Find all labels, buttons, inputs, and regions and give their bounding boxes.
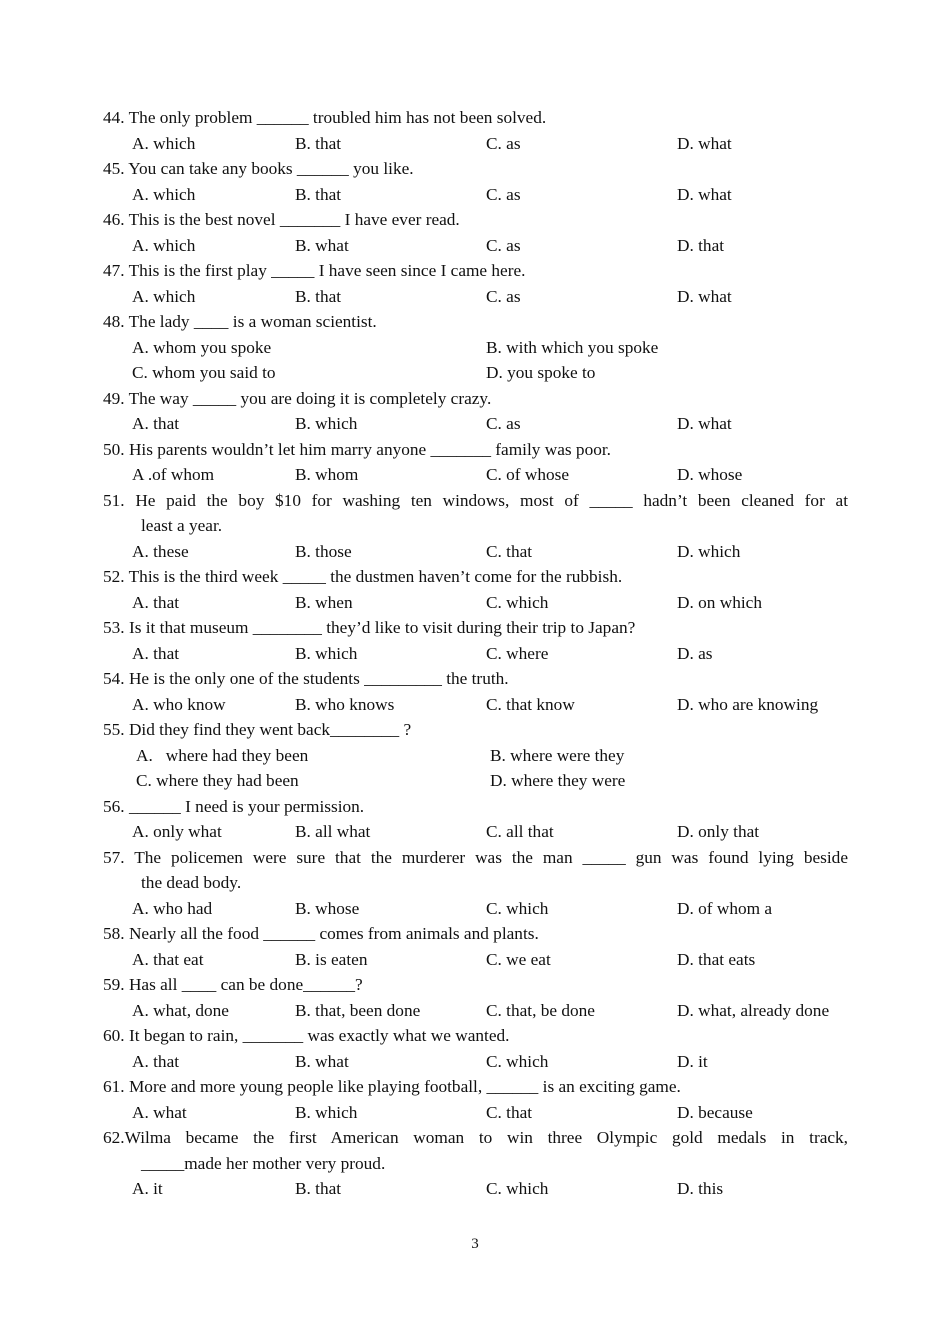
option-b: B. all what [295, 822, 371, 841]
option-b: B. whom [295, 465, 359, 484]
question-list [103, 105, 848, 1202]
question-text: He paid the boy $10 for washing ten windows, most of _____ hadn’t been cleaned for at [135, 490, 848, 510]
option-d: D. you spoke to [486, 363, 596, 382]
options [103, 284, 848, 310]
option-c: C. all that [486, 822, 554, 841]
question-stem-continued: the dead body. [141, 873, 242, 892]
question-number: 51. [103, 490, 125, 510]
option-b: B. which [295, 414, 358, 433]
question-stem [103, 156, 848, 182]
option-a: A. which [132, 235, 196, 255]
option-d: D. what [677, 286, 732, 306]
question-text: The way _____ you are doing it is completely crazy. [128, 388, 492, 408]
option-a: A. these [132, 541, 189, 561]
option-c: C. we eat [486, 949, 551, 969]
question-text: He is the only one of the students _________ the truth. [128, 669, 509, 688]
options [103, 335, 848, 386]
options [103, 1049, 848, 1075]
question-text: Has all ____ can be done______? [128, 975, 363, 994]
option-c: C. as [486, 133, 521, 153]
question-number: 48. [103, 312, 125, 331]
option-b: B. is eaten [295, 949, 368, 969]
option-a: A. that [132, 592, 180, 612]
question-61 [103, 1074, 848, 1125]
option-b: B. with which you spoke [486, 337, 659, 357]
option-c: C. which [486, 898, 549, 918]
option-b: B. when [295, 592, 353, 612]
option-c: C. whom you said to [132, 363, 276, 382]
option-b: B. which [295, 1102, 358, 1122]
options [103, 1100, 848, 1126]
option-b: B. which [295, 643, 358, 663]
question-number: 55. [103, 720, 125, 739]
option-d: D. which [677, 541, 741, 561]
options [103, 641, 848, 667]
question-stem-continued: least a year. [141, 516, 223, 535]
question-number: 47. [103, 261, 125, 280]
question-stem [103, 615, 848, 641]
question-59 [103, 972, 848, 1023]
question-45 [103, 156, 848, 207]
question-stem [103, 666, 848, 692]
option-b: B. whose [295, 898, 360, 918]
option-d: D. because [677, 1102, 753, 1122]
question-48 [103, 309, 848, 386]
option-b: B. where were they [490, 745, 625, 765]
option-d: D. of whom a [677, 898, 773, 918]
question-44 [103, 105, 848, 156]
question-56 [103, 794, 848, 845]
question-number: 45. [103, 159, 125, 178]
question-text: The only problem ______ troubled him has not been solved. [128, 108, 547, 127]
question-stem [103, 972, 848, 998]
option-a: A. who had [132, 898, 213, 918]
question-stem [103, 1074, 848, 1100]
question-text: ______ I need is your permission. [128, 796, 365, 816]
question-number: 61. [103, 1077, 125, 1096]
question-number: 59. [103, 975, 125, 994]
question-text: You can take any books ______ you like. [128, 159, 414, 178]
option-b: B. who knows [295, 694, 395, 714]
option-c: C. where [486, 643, 549, 663]
question-text: Nearly all the food ______ comes from animals and plants. [128, 924, 539, 943]
options [103, 233, 848, 259]
option-c: C. that, be done [486, 1000, 595, 1020]
option-a: A. that [132, 414, 180, 433]
option-d: D. that eats [677, 949, 756, 969]
question-stem [103, 309, 848, 335]
question-number: 54. [103, 669, 125, 688]
option-c: C. as [486, 286, 521, 306]
question-stem [103, 488, 848, 514]
option-a: A. who know [132, 694, 226, 714]
question-58 [103, 921, 848, 972]
option-c: C. as [486, 184, 521, 204]
question-text: His parents wouldn’t let him marry anyone _______ family was poor. [128, 439, 611, 459]
option-c: C. which [486, 592, 549, 612]
option-b: B. that, been done [295, 1000, 421, 1020]
question-60 [103, 1023, 848, 1074]
option-a: A. what, done [132, 1000, 229, 1020]
question-text: The lady ____ is a woman scientist. [128, 312, 377, 331]
question-text: It began to rain, _______ was exactly what we wanted. [128, 1026, 510, 1045]
question-text: The policemen were sure that the murderer was the man _____ gun was found lying beside [134, 847, 848, 867]
option-d: D. what [677, 184, 732, 204]
option-b: B. that [295, 184, 342, 204]
question-stem [103, 845, 848, 871]
option-d: D. as [677, 643, 713, 663]
question-62 [103, 1125, 848, 1202]
options [103, 411, 848, 437]
option-c: C. as [486, 235, 521, 255]
question-number: 44. [103, 108, 125, 127]
option-c: C. where they had been [136, 771, 299, 790]
option-a: A. that [132, 643, 180, 663]
options [103, 819, 848, 845]
question-number: 50. [103, 439, 125, 459]
options [103, 539, 848, 565]
question-52 [103, 564, 848, 615]
option-a: A. that eat [132, 949, 204, 969]
question-number: 49. [103, 388, 125, 408]
question-text: Is it that museum ________ they’d like to visit during their trip to Japan? [128, 618, 636, 637]
options [103, 590, 848, 616]
option-c: C. that know [486, 694, 575, 714]
question-stem [103, 794, 848, 820]
options [103, 743, 848, 794]
option-b: B. that [295, 286, 342, 306]
question-stem [103, 207, 848, 233]
question-text: More and more young people like playing football, ______ is an exciting game. [128, 1077, 681, 1096]
question-text: Did they find they went back________ ? [128, 720, 412, 739]
question-text: This is the first play _____ I have seen since I came here. [128, 261, 526, 280]
question-stem [103, 386, 848, 412]
option-c: C. that [486, 541, 533, 561]
question-53 [103, 615, 848, 666]
question-number: 52. [103, 567, 125, 586]
options [103, 131, 848, 157]
option-d: D. that [677, 235, 725, 255]
question-number: 53. [103, 618, 125, 637]
question-stem [103, 1125, 848, 1151]
options [103, 947, 848, 973]
options [103, 462, 848, 488]
question-stem-continued: _____made her mother very proud. [141, 1153, 386, 1173]
question-stem [103, 105, 848, 131]
option-a: A. it [132, 1179, 163, 1198]
option-c: C. which [486, 1179, 549, 1198]
option-b: B. that [295, 133, 342, 153]
option-c: C. as [486, 414, 521, 433]
question-number: 58. [103, 924, 125, 943]
question-number: 56. [103, 796, 125, 816]
options [103, 182, 848, 208]
option-d: D. who are knowing [677, 694, 819, 714]
question-46 [103, 207, 848, 258]
question-50 [103, 437, 848, 488]
option-c: C. of whose [486, 465, 570, 484]
options [103, 692, 848, 718]
question-stem [103, 921, 848, 947]
option-d: D. it [677, 1051, 708, 1071]
option-a: A. whom you spoke [132, 337, 272, 357]
option-d: D. whose [677, 465, 743, 484]
question-stem [103, 437, 848, 463]
question-54 [103, 666, 848, 717]
option-a: A. which [132, 133, 196, 153]
question-stem [103, 717, 848, 743]
question-number: 57. [103, 847, 125, 867]
question-49 [103, 386, 848, 437]
question-57 [103, 845, 848, 922]
option-a: A. that [132, 1051, 180, 1071]
option-d: D. on which [677, 592, 762, 612]
option-a: A. what [132, 1102, 187, 1122]
question-stem [103, 564, 848, 590]
option-b: B. those [295, 541, 352, 561]
question-text: This is the best novel _______ I have ever read. [128, 210, 460, 229]
option-d: D. this [677, 1179, 724, 1198]
question-number: 46. [103, 210, 125, 229]
option-d: D. what, already done [677, 1000, 830, 1020]
option-b: B. what [295, 1051, 349, 1071]
question-55 [103, 717, 848, 794]
question-51 [103, 488, 848, 565]
question-stem [103, 258, 848, 284]
option-c: C. which [486, 1051, 549, 1071]
option-b: B. what [295, 235, 349, 255]
page-number: 3 [471, 1236, 479, 1252]
question-stem [103, 1023, 848, 1049]
question-text: Wilma became the first American woman to win three Olympic gold medals in track, [124, 1128, 848, 1147]
option-d: D. only that [677, 822, 760, 841]
option-b: B. that [295, 1179, 342, 1198]
option-a: A .of whom [132, 465, 215, 484]
question-text: This is the third week _____ the dustmen haven’t come for the rubbish. [128, 567, 623, 586]
option-a: A. only what [132, 822, 222, 841]
question-number: 60. [103, 1026, 125, 1045]
option-c: C. that [486, 1102, 533, 1122]
option-a: A. where had they been [136, 745, 309, 765]
options [103, 896, 848, 922]
option-a: A. which [132, 286, 196, 306]
option-d: D. where they were [490, 771, 626, 790]
options [103, 998, 848, 1024]
option-d: D. what [677, 133, 732, 153]
question-number: 62. [103, 1128, 125, 1147]
options [103, 1176, 848, 1202]
option-a: A. which [132, 184, 196, 204]
option-d: D. what [677, 414, 732, 433]
question-47 [103, 258, 848, 309]
